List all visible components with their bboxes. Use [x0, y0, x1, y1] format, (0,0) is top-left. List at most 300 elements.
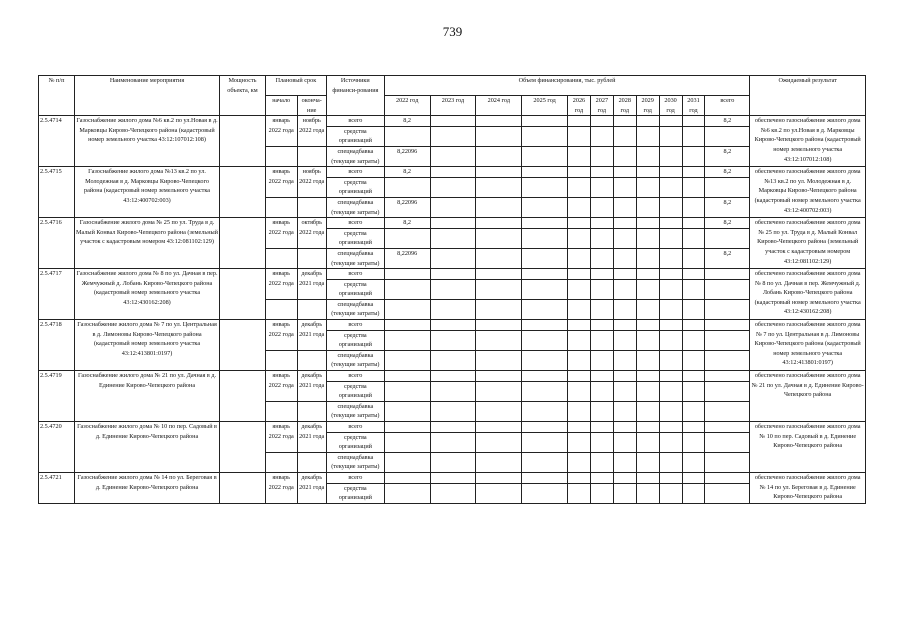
empty-cell — [522, 248, 568, 268]
item-capacity — [220, 218, 266, 269]
source-org: средства организаций — [326, 177, 384, 197]
empty-cell — [568, 350, 591, 370]
empty-cell — [659, 432, 682, 452]
item-capacity — [220, 116, 266, 167]
empty-cell — [522, 320, 568, 331]
empty-cell — [590, 126, 613, 146]
empty-cell — [682, 248, 705, 268]
empty-cell — [636, 116, 659, 127]
empty-cell — [613, 381, 636, 401]
empty-cell — [476, 116, 522, 127]
item-capacity — [220, 167, 266, 218]
table-row — [39, 116, 866, 127]
empty-cell — [568, 422, 591, 433]
empty-cell — [613, 248, 636, 268]
empty-cell — [636, 371, 659, 382]
item-capacity — [220, 371, 266, 422]
empty-cell — [430, 279, 476, 299]
empty-cell — [590, 218, 613, 229]
table-row — [39, 371, 866, 382]
empty-cell — [476, 432, 522, 452]
item-number: 2.5.4721 — [39, 472, 75, 503]
value-total — [705, 472, 750, 483]
table-row — [39, 472, 866, 483]
empty-cell — [522, 218, 568, 229]
empty-cell — [476, 350, 522, 370]
empty-cell — [476, 483, 522, 503]
empty-cell — [265, 452, 297, 472]
empty-cell — [636, 401, 659, 421]
empty-cell — [522, 269, 568, 280]
empty-cell — [613, 330, 636, 350]
empty-cell — [522, 330, 568, 350]
empty-cell — [590, 177, 613, 197]
empty-cell — [430, 432, 476, 452]
item-capacity — [220, 472, 266, 503]
empty-cell — [705, 228, 750, 248]
empty-cell — [476, 167, 522, 178]
empty-cell — [430, 483, 476, 503]
financing-table — [38, 75, 866, 504]
value-total — [705, 371, 750, 382]
empty-cell — [636, 228, 659, 248]
empty-cell — [636, 472, 659, 483]
item-start: январь 2022 года — [265, 269, 297, 300]
source-total: всего — [326, 320, 384, 331]
empty-cell — [430, 126, 476, 146]
source-org: средства организаций — [326, 126, 384, 146]
item-result: обеспечено газоснабжение жилого дома № 25 по ул. Труда в д. Малый Конвал Кирово-Чепецкого района (земельный участок с кадастровым номером 43:12:081102:129) — [750, 218, 866, 269]
source-special: спецнадбавка (текущие затраты) — [326, 452, 384, 472]
empty-cell — [636, 146, 659, 166]
empty-cell — [659, 197, 682, 217]
value-total — [705, 422, 750, 433]
empty-cell — [522, 371, 568, 382]
empty-cell — [682, 452, 705, 472]
empty-cell — [659, 228, 682, 248]
empty-cell — [636, 126, 659, 146]
header-year: 2030 год — [659, 96, 682, 116]
value-total: 8,2 — [705, 218, 750, 229]
empty-cell — [297, 299, 326, 319]
empty-cell — [613, 452, 636, 472]
empty-cell — [568, 177, 591, 197]
empty-cell — [682, 269, 705, 280]
item-name: Газоснабжение жилого дома № 25 по ул. Труда в д. Малый Конвал Кирово-Чепецкого района (земельный участок с кадастровым номером 43:12:081102:129) — [74, 218, 219, 269]
empty-cell — [636, 452, 659, 472]
empty-cell — [590, 371, 613, 382]
empty-cell — [430, 401, 476, 421]
header-year: 2026 год — [568, 96, 591, 116]
empty-cell — [568, 401, 591, 421]
empty-cell — [265, 401, 297, 421]
table-row — [39, 269, 866, 280]
empty-cell — [265, 146, 297, 166]
empty-cell — [659, 452, 682, 472]
item-number: 2.5.4716 — [39, 218, 75, 269]
source-special: спецнадбавка (текущие затраты) — [326, 248, 384, 268]
item-start: январь 2022 года — [265, 422, 297, 453]
empty-cell — [636, 350, 659, 370]
empty-cell — [568, 371, 591, 382]
empty-cell — [636, 483, 659, 503]
empty-cell — [476, 371, 522, 382]
empty-cell — [430, 299, 476, 319]
empty-cell — [636, 167, 659, 178]
empty-cell — [568, 126, 591, 146]
empty-cell — [613, 269, 636, 280]
empty-cell — [522, 197, 568, 217]
header-name: Наименование мероприятия — [74, 76, 219, 116]
empty-cell — [522, 299, 568, 319]
empty-cell — [384, 126, 430, 146]
empty-cell — [590, 422, 613, 433]
item-number: 2.5.4717 — [39, 269, 75, 320]
empty-cell — [297, 350, 326, 370]
empty-cell — [568, 218, 591, 229]
source-org: средства организаций — [326, 279, 384, 299]
empty-cell — [590, 248, 613, 268]
empty-cell — [659, 299, 682, 319]
item-end: ноябрь 2022 года — [297, 167, 326, 198]
empty-cell — [613, 218, 636, 229]
empty-cell — [476, 299, 522, 319]
value-total — [705, 452, 750, 472]
empty-cell — [636, 248, 659, 268]
empty-cell — [682, 167, 705, 178]
empty-cell — [682, 422, 705, 433]
value-total: 8,2 — [705, 197, 750, 217]
item-number: 2.5.4714 — [39, 116, 75, 167]
empty-cell — [705, 381, 750, 401]
empty-cell — [682, 197, 705, 217]
empty-cell — [659, 269, 682, 280]
empty-cell — [590, 452, 613, 472]
empty-cell — [522, 472, 568, 483]
empty-cell — [568, 146, 591, 166]
empty-cell — [613, 126, 636, 146]
empty-cell — [590, 269, 613, 280]
empty-cell — [590, 483, 613, 503]
empty-cell — [522, 483, 568, 503]
empty-cell — [659, 279, 682, 299]
empty-cell — [659, 167, 682, 178]
item-result: обеспечено газоснабжение жилого дома №13 кв.2 по ул. Молодежная в д. Марковцы Кирово-Чепецкого района (кадастровый номер земельного участка 43:12:400702:003) — [750, 167, 866, 218]
empty-cell — [568, 483, 591, 503]
empty-cell — [659, 248, 682, 268]
source-total: всего — [326, 167, 384, 178]
table-row — [39, 320, 866, 331]
empty-cell — [705, 279, 750, 299]
value-2022 — [384, 299, 430, 319]
empty-cell — [590, 432, 613, 452]
empty-cell — [636, 320, 659, 331]
empty-cell — [384, 381, 430, 401]
empty-cell — [613, 320, 636, 331]
empty-cell — [682, 218, 705, 229]
empty-cell — [430, 371, 476, 382]
empty-cell — [297, 248, 326, 268]
empty-cell — [613, 177, 636, 197]
empty-cell — [705, 126, 750, 146]
source-special: спецнадбавка (текущие затраты) — [326, 197, 384, 217]
value-2022 — [384, 422, 430, 433]
header-result: Ожидаемый результат — [750, 76, 866, 116]
source-org: средства организаций — [326, 381, 384, 401]
item-result: обеспечено газоснабжение жилого дома № 14 по ул. Береговая в д. Единение Кирово-Чепецкого района — [750, 472, 866, 503]
header-period: Плановый срок — [265, 76, 326, 96]
empty-cell — [613, 472, 636, 483]
empty-cell — [590, 401, 613, 421]
item-number: 2.5.4719 — [39, 371, 75, 422]
empty-cell — [682, 401, 705, 421]
header-source: Источники финанси-рования — [326, 76, 384, 116]
empty-cell — [613, 279, 636, 299]
empty-cell — [476, 177, 522, 197]
empty-cell — [522, 381, 568, 401]
value-2022 — [384, 401, 430, 421]
header-year: 2028 год — [613, 96, 636, 116]
source-org: средства организаций — [326, 228, 384, 248]
empty-cell — [476, 422, 522, 433]
empty-cell — [613, 422, 636, 433]
item-end: декабрь 2021 года — [297, 472, 326, 503]
empty-cell — [265, 350, 297, 370]
value-total — [705, 350, 750, 370]
item-start: январь 2022 года — [265, 371, 297, 402]
empty-cell — [590, 472, 613, 483]
source-total: всего — [326, 422, 384, 433]
empty-cell — [430, 167, 476, 178]
source-total: всего — [326, 472, 384, 483]
empty-cell — [297, 146, 326, 166]
empty-cell — [522, 350, 568, 370]
empty-cell — [590, 197, 613, 217]
empty-cell — [384, 177, 430, 197]
item-end: декабрь 2021 года — [297, 422, 326, 453]
empty-cell — [682, 381, 705, 401]
value-2022 — [384, 371, 430, 382]
empty-cell — [590, 350, 613, 370]
empty-cell — [613, 401, 636, 421]
empty-cell — [682, 177, 705, 197]
item-name: Газоснабжение жилого дома № 14 по ул. Береговая в д. Единение Кирово-Чепецкого района — [74, 472, 219, 503]
empty-cell — [568, 472, 591, 483]
empty-cell — [522, 177, 568, 197]
empty-cell — [613, 228, 636, 248]
item-start: январь 2022 года — [265, 116, 297, 147]
empty-cell — [682, 320, 705, 331]
item-name: Газоснабжение жилого дома № 7 по ул. Центральная в д. Лимоновы Кирово-Чепецкого района (кадастровый номер земельного участка 43:12:413801:0197) — [74, 320, 219, 371]
empty-cell — [613, 371, 636, 382]
empty-cell — [568, 299, 591, 319]
empty-cell — [613, 299, 636, 319]
empty-cell — [682, 350, 705, 370]
table-row — [39, 218, 866, 229]
empty-cell — [613, 350, 636, 370]
item-result: обеспечено газоснабжение жилого дома № 10 по пер. Садовый в д. Единение Кирово-Чепецкого района — [750, 422, 866, 473]
empty-cell — [682, 299, 705, 319]
empty-cell — [636, 269, 659, 280]
empty-cell — [590, 116, 613, 127]
value-2022 — [384, 269, 430, 280]
empty-cell — [682, 472, 705, 483]
item-result: обеспечено газоснабжение жилого дома №6 кв.2 по ул.Новая в д. Марковцы Кирово-Чепецкого района (кадастровый номер земельного участка 43:12:107012:108) — [750, 116, 866, 167]
table-row — [39, 167, 866, 178]
empty-cell — [297, 452, 326, 472]
empty-cell — [430, 228, 476, 248]
source-org: средства организаций — [326, 432, 384, 452]
empty-cell — [522, 432, 568, 452]
empty-cell — [659, 218, 682, 229]
source-total: всего — [326, 269, 384, 280]
empty-cell — [568, 197, 591, 217]
empty-cell — [590, 228, 613, 248]
empty-cell — [522, 452, 568, 472]
empty-cell — [430, 320, 476, 331]
empty-cell — [659, 126, 682, 146]
empty-cell — [430, 146, 476, 166]
empty-cell — [476, 381, 522, 401]
item-capacity — [220, 422, 266, 473]
empty-cell — [265, 197, 297, 217]
empty-cell — [568, 228, 591, 248]
empty-cell — [522, 401, 568, 421]
empty-cell — [476, 401, 522, 421]
empty-cell — [297, 401, 326, 421]
empty-cell — [430, 472, 476, 483]
empty-cell — [636, 330, 659, 350]
empty-cell — [568, 167, 591, 178]
empty-cell — [430, 248, 476, 268]
empty-cell — [636, 299, 659, 319]
header-volume: Объем финансирования, тыс. рублей — [384, 76, 750, 96]
empty-cell — [384, 330, 430, 350]
value-2022: 8,22096 — [384, 146, 430, 166]
value-total: 8,2 — [705, 116, 750, 127]
empty-cell — [522, 228, 568, 248]
empty-cell — [659, 371, 682, 382]
empty-cell — [659, 381, 682, 401]
empty-cell — [682, 279, 705, 299]
empty-cell — [522, 126, 568, 146]
source-special: спецнадбавка (текущие затраты) — [326, 146, 384, 166]
header-year: 2023 год — [430, 96, 476, 116]
empty-cell — [613, 167, 636, 178]
value-total — [705, 320, 750, 331]
item-number: 2.5.4718 — [39, 320, 75, 371]
empty-cell — [613, 146, 636, 166]
header-year: 2022 год — [384, 96, 430, 116]
item-start: январь 2022 года — [265, 320, 297, 351]
item-number: 2.5.4715 — [39, 167, 75, 218]
empty-cell — [659, 320, 682, 331]
source-special: спецнадбавка (текущие затраты) — [326, 299, 384, 319]
empty-cell — [384, 432, 430, 452]
item-result: обеспечено газоснабжение жилого дома № 7 по ул. Центральная в д. Лимоновы Кирово-Чепецкого района (кадастровый номер земельного участка 43:12:413801:0197) — [750, 320, 866, 371]
empty-cell — [568, 432, 591, 452]
empty-cell — [682, 432, 705, 452]
empty-cell — [705, 330, 750, 350]
value-2022: 8,22096 — [384, 248, 430, 268]
empty-cell — [659, 177, 682, 197]
empty-cell — [590, 146, 613, 166]
header-year: 2029 год — [636, 96, 659, 116]
empty-cell — [659, 330, 682, 350]
value-total: 8,2 — [705, 248, 750, 268]
empty-cell — [430, 381, 476, 401]
empty-cell — [705, 177, 750, 197]
source-total: всего — [326, 218, 384, 229]
empty-cell — [590, 167, 613, 178]
empty-cell — [659, 116, 682, 127]
item-name: Газоснабжение жилого дома № 8 по ул. Дачная в пер. Жемчужный д. Лобань Кирово-Чепецкого района (кадастровый номер земельного участка 43:12:430162:208) — [74, 269, 219, 320]
value-total — [705, 299, 750, 319]
empty-cell — [568, 116, 591, 127]
value-total: 8,2 — [705, 146, 750, 166]
item-end: декабрь 2021 года — [297, 371, 326, 402]
empty-cell — [659, 472, 682, 483]
item-result: обеспечено газоснабжение жилого дома № 8 по ул. Дачная в пер. Жемчужный д. Лобань Кирово-Чепецкого района (кадастровый номер земельного участка 43:12:430162:208) — [750, 269, 866, 320]
empty-cell — [522, 422, 568, 433]
empty-cell — [476, 218, 522, 229]
empty-cell — [430, 330, 476, 350]
empty-cell — [476, 197, 522, 217]
empty-cell — [636, 218, 659, 229]
item-start: январь 2022 года — [265, 472, 297, 503]
empty-cell — [568, 381, 591, 401]
value-total — [705, 401, 750, 421]
empty-cell — [568, 279, 591, 299]
empty-cell — [430, 197, 476, 217]
empty-cell — [476, 269, 522, 280]
empty-cell — [568, 269, 591, 280]
value-2022 — [384, 350, 430, 370]
empty-cell — [522, 116, 568, 127]
empty-cell — [430, 269, 476, 280]
empty-cell — [590, 381, 613, 401]
value-2022: 8,2 — [384, 116, 430, 127]
item-end: октябрь 2022 года — [297, 218, 326, 249]
empty-cell — [297, 197, 326, 217]
item-name: Газоснабжение жилого дома № 10 по пер. Садовый в д. Единение Кирово-Чепецкого района — [74, 422, 219, 473]
empty-cell — [265, 299, 297, 319]
empty-cell — [568, 330, 591, 350]
empty-cell — [384, 483, 430, 503]
item-start: январь 2022 года — [265, 218, 297, 249]
empty-cell — [682, 126, 705, 146]
empty-cell — [568, 320, 591, 331]
empty-cell — [522, 146, 568, 166]
source-org: средства организаций — [326, 330, 384, 350]
empty-cell — [682, 228, 705, 248]
value-2022 — [384, 320, 430, 331]
item-capacity — [220, 269, 266, 320]
table-row — [39, 422, 866, 433]
empty-cell — [613, 197, 636, 217]
empty-cell — [430, 452, 476, 472]
empty-cell — [613, 432, 636, 452]
header-year: 2025 год — [522, 96, 568, 116]
item-end: декабрь 2021 года — [297, 320, 326, 351]
empty-cell — [384, 228, 430, 248]
value-total: 8,2 — [705, 167, 750, 178]
empty-cell — [476, 472, 522, 483]
empty-cell — [590, 279, 613, 299]
empty-cell — [659, 422, 682, 433]
empty-cell — [476, 248, 522, 268]
empty-cell — [682, 330, 705, 350]
